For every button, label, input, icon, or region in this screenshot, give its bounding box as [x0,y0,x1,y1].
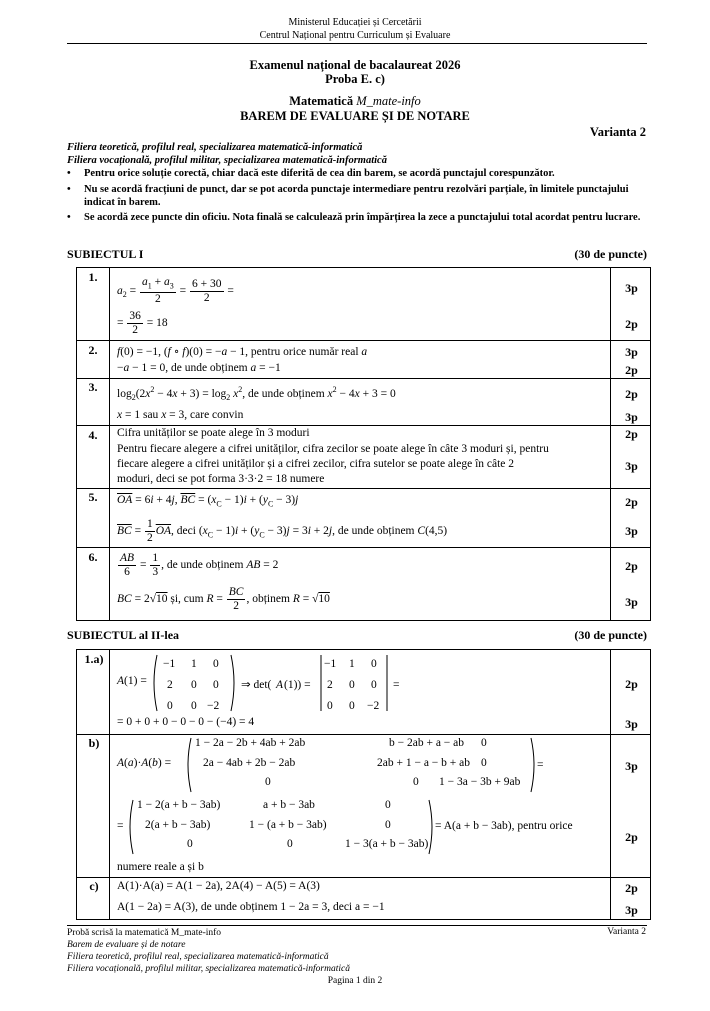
svg-text:2: 2 [167,679,173,691]
matrix-cell: 0 [287,838,293,850]
item-line: A(1)·A(a) = A(1 − 2a), 2A(4) − A(5) = A(3) [117,880,320,892]
points: 2p [625,495,638,509]
footer-line: Barem de evaluare și de notare [67,940,186,950]
item-line: $\overline{BC}$ = $\frac{1}{2}$ $\overline{OA}$, deci $(x_C - 1)i + (y_C - 3)j = 3i + 2j$, de unde obținem C(4,5) [117,518,448,544]
svg-text:⇒ det(: ⇒ det( [241,679,272,691]
points: 3p [625,459,638,473]
item-line: $\overline{OA} = 6i + 4j$, $\overline{BC} = (x_C - 1)i + (y_C - 3)j$ [117,494,299,509]
matrix-cell: 0 [265,776,271,788]
item-line: $\frac{AB}{6}$ = $\frac{1}{3}$ , de unde obținem AB = 2 [120,552,279,578]
svg-text:1: 1 [191,658,197,670]
item-line: A(1 − 2a) = A(3), de unde obținem 1 − 2a = 3, deci a = −1 [117,901,385,913]
points: 2p [625,830,638,844]
item-number: c) [89,879,99,893]
footer-line: Filiera teoretică, profilul real, specializarea matematică-informatică [67,952,329,962]
points: 2p [625,559,638,573]
item-number: 1.a) [84,652,104,666]
svg-text:2: 2 [327,679,333,691]
subiect2-heading: SUBIECTUL al II-lea (30 de puncte) [67,628,647,642]
points: 3p [625,759,638,773]
item-line: = A(a + b − 3ab), pentru orice [435,820,573,832]
points: 2p [625,363,638,377]
footer-varianta: Varianta 2 [607,927,646,937]
matrix-cell: 0 [187,838,193,850]
item-line: x = 1 sau x = 3, care convin [117,409,244,421]
varianta-label: Varianta 2 [589,125,646,139]
svg-text:0: 0 [349,679,355,691]
svg-text:(1)) =: (1)) = [284,679,311,691]
matrix-result [127,798,437,856]
points: 3p [625,410,638,424]
exam-title: Examenul național de bacalaureat 2026 [249,58,461,72]
matrix-cell: 2a − 4ab + 2b − 2ab [203,757,296,769]
footer-line: Probă scrisă la matematică M_mate-info [67,928,222,938]
svg-text:−2: −2 [367,700,380,712]
points: 2p [625,317,638,331]
svg-text:0: 0 [371,679,377,691]
item-line: f(0) = −1, (f ∘ f)(0) = −a − 1, pentru orice număr real a [117,346,368,358]
item-line: −a − 1 = 0, de unde obținem a = −1 [117,362,281,374]
matrix-cell: 0 [481,757,487,769]
subject-title: Matematică M_mate-info [289,94,421,108]
svg-text:−2: −2 [207,700,220,712]
item-number: 1. [88,270,98,284]
points: 3p [625,281,638,295]
filiera-vocationala: Filiera vocațională, profilul militar, specializarea matematică-informatică [67,155,387,166]
points: 2p [625,677,638,691]
points: 2p [625,387,638,401]
svg-text:0: 0 [213,679,219,691]
points: 2p [625,881,638,895]
svg-text:1: 1 [349,658,355,670]
item-line: BC = 2√10 și, cum R = $\frac{BC}{2}$ , obținem R = √10 [117,586,330,612]
svg-text:A: A [276,679,284,691]
matrix-a1 [149,653,419,713]
svg-text:=: = [537,759,544,771]
rule-item: • Se acordă zece puncte din oficiu. Nota finală se calculează prin împărțirea la zece a punctajului total acordat pentru lucrare. [67,212,641,223]
item-line: moduri, deci se pot forma 3·3·2 = 18 numere [117,473,325,485]
item-number: 4. [88,428,98,442]
svg-text:0: 0 [327,700,333,712]
item-line: Pentru fiecare alegere a cifrei unităților, cifra zecilor se poate alege în câte 3 moduri și, pentru [117,443,549,455]
footer-divider [67,925,647,926]
item-line: Cifra unităților se poate alege în 3 moduri [117,427,310,439]
svg-text:0: 0 [371,658,377,670]
page-number: Pagina 1 din 2 [327,976,383,986]
matrix-cell: 1 − 2a − 2b + 4ab + 2ab [195,737,306,749]
points: 3p [625,595,638,609]
svg-text:0: 0 [191,679,197,691]
matrix-cell: 0 [413,776,419,788]
svg-text:0: 0 [167,700,173,712]
matrix-cell: b − 2ab + a − ab [389,737,465,749]
svg-text:=: = [393,679,400,691]
center-name: Centrul Național pentru Curriculum și Evaluare [259,30,451,41]
item-line: fiecare alegere a cifrei unităților și a cifrei zecilor, cifra sutelor se poate alege în câte 2 [117,458,515,470]
matrix-product [185,736,545,794]
matrix-cell: 1 − (a + b − 3ab) [249,819,327,831]
item-line: $\log_2(2x^2 - 4x + 3) = \log_2 x^2$, de unde obținem $x^2 - 4x + 3 = 0$ [117,385,396,403]
item-number: 5. [88,490,98,504]
points: 3p [625,717,638,731]
proba-title: Proba E. c) [325,72,385,86]
matrix-cell: 1 − 2(a + b − 3ab) [137,799,221,811]
item-line: = $\frac{36}{2}$ = 18 [117,310,168,336]
svg-text:−1: −1 [163,658,176,670]
item-line: A(a)·A(b) = [117,757,172,769]
svg-text:0: 0 [349,700,355,712]
item-line: = 0 + 0 + 0 − 0 − 0 − (−4) = 4 [117,716,255,728]
item-number: 2. [88,343,98,357]
item-line: = [117,820,124,832]
rule-item: • Pentru orice soluție corectă, chiar dacă este diferită de cea din barem, se acordă punctajul corespunzător. [67,168,555,179]
rule-item: • Nu se acordă fracțiuni de punct, dar se pot acorda punctaje intermediare pentru rezolvări parțiale, în limitele punctajului indicat în barem. [67,184,629,208]
matrix-cell: 2(a + b − 3ab) [145,819,211,831]
points: 3p [625,524,638,538]
matrix-cell: 1 − 3(a + b − 3ab) [345,838,429,850]
item-number: 3. [88,380,98,394]
ministry-name: Ministerul Educației și Cercetării [288,17,422,28]
svg-text:−1: −1 [324,658,337,670]
item-number: 6. [88,550,98,564]
svg-text:0: 0 [213,658,219,670]
footer-line: Filiera vocațională, profilul militar, specializarea matematică-informatică [67,964,350,974]
svg-text:0: 0 [191,700,197,712]
item-line: numere reale a și b [117,861,204,873]
subiect1-heading: SUBIECTUL I (30 de puncte) [67,247,647,261]
header-divider [67,43,647,44]
matrix-cell: 0 [481,737,487,749]
points: 3p [625,903,638,917]
points: 3p [625,345,638,359]
subiect2-table: 1.a) b) c) A(1) = −1 1 0 2 0 0 0 0 −2 ⇒ det( A (1)) = −1 1 0 2 0 0 0 0 −2 = = 0 + 0 + 0 − 0 − 0 − (−4) = 4 2p 3p A(a)·A(b) = = 1 − 2a − 2b + 4ab + 2ab b − 2ab + a − ab 0 2a − 4ab + 2b − 2ab 2ab + 1 − a − b + ab 0 0 0 1 − 3a − 3b + 9ab 3p = 1 − 2(a + b − 3ab) a + b − 3ab 0 2(a + b − 3ab) 1 − (a + b − 3ab) 0 0 0 1 − 3(a + b − 3ab) = A(a + b − 3ab), pentru orice numere reale a și b 2p A(1)·A(a) = A(1 − 2a), 2A(4) − A(5) = A(3) A(1 − 2a) = A(3), de unde obținem 1 − 2a = 3, deci a = −1 2p 3p [76,649,651,920]
barem-title: BAREM DE EVALUARE ȘI DE NOTARE [240,109,470,123]
filiera-teoretica: Filiera teoretică, profilul real, specializarea matematică-informatică [67,142,363,153]
matrix-cell: 2ab + 1 − a − b + ab [377,757,471,769]
subiect1-table [76,267,651,621]
matrix-cell: 0 [385,819,391,831]
matrix-cell: a + b − 3ab [263,799,315,811]
matrix-cell: 0 [385,799,391,811]
item-line: $a_2$ = $\frac{a_1 + a_3}{2}$ = $\frac{6 + 30}{2}$ = [117,276,234,306]
matrix-cell: 1 − 3a − 3b + 9ab [439,776,521,788]
item-number: b) [88,736,100,750]
points: 2p [625,427,638,441]
